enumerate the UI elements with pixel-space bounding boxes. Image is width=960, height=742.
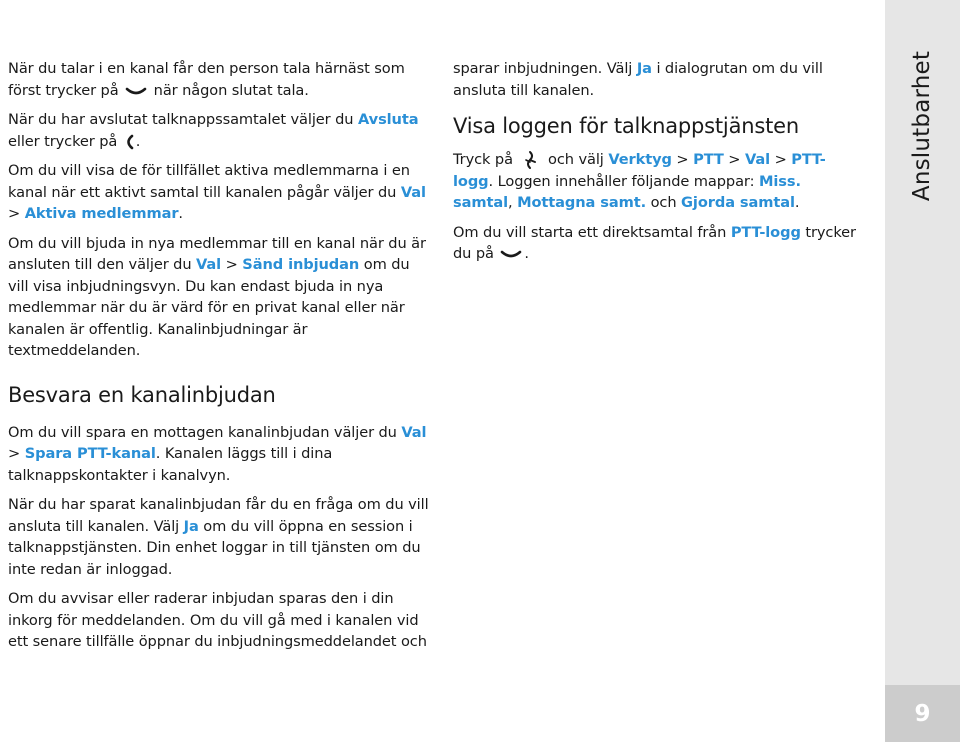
- keyword-ja: Ja: [183, 517, 199, 535]
- keyword-verktyg: Verktyg: [608, 151, 672, 168]
- left-paragraph-3: Om du vill visa de för tillfället aktiva medlemmarna i en kanal när ett aktivt samtal till kanalen pågår väljer du Val > Aktiva medlemmar.: [8, 162, 426, 222]
- left-paragraph-2: När du har avslutat talknappssamtalet väljer du Avsluta eller trycker på .: [8, 111, 419, 150]
- keyword-sand-inbjudan: Sänd inbjudan: [242, 256, 360, 273]
- chapter-title: Anslutbarhet: [909, 50, 935, 202]
- left-paragraph-6: När du har sparat kanalinbjudan får du en fråga om du vill ansluta till kanalen. Välj Ja om du vill öppna en session i talknappstjänsten. Din enhet loggar in till tjänsten om du inte redan är inloggad.: [8, 496, 429, 578]
- heading-besvara-kanalinbjudan: Besvara en kanalinbjudan: [8, 382, 276, 407]
- left-paragraph-5: Om du vill spara en mottagen kanalinbjudan väljer du Val > Spara PTT-kanal. Kanalen läggs till i dina talknappskontakter i kanalvyn.: [8, 423, 427, 484]
- keyword-aktiva-medlemmar: Aktiva medlemmar: [24, 205, 179, 222]
- keyword-val: Val: [400, 183, 426, 201]
- keyword-spara-ptt-kanal: Spara PTT-kanal: [24, 445, 156, 462]
- heading-visa-loggen: Visa loggen för talknappstjänsten: [453, 114, 799, 138]
- page-number: 9: [885, 685, 960, 742]
- keyword-gjorda-samtal: Gjorda samtal: [681, 194, 795, 211]
- end-key-icon: [122, 133, 136, 151]
- keyword-val: Val: [196, 256, 222, 273]
- menu-key-icon: [517, 150, 543, 170]
- keyword-ptt: PTT: [693, 151, 724, 168]
- keyword-avsluta: Avsluta: [357, 111, 419, 128]
- right-paragraph-2: Tryck på och välj Verktyg > PTT > Val > PTT-logg. Loggen innehåller följande mappar: Miss. samtal, Mottagna samt. och Gjorda samtal.: [453, 151, 826, 211]
- left-paragraph-1: När du talar i en kanal får den person tala härnäst som först trycker på när någon slutat tala.: [8, 60, 405, 99]
- right-column: [453, 58, 863, 273]
- keyword-miss-samtal: Miss. samtal: [453, 172, 801, 211]
- keyword-ptt-logg: PTT-logg: [453, 151, 826, 190]
- call-key-icon: [498, 247, 524, 261]
- right-paragraph-1: sparar inbjudningen. Välj Ja i dialogrutan om du vill ansluta till kanalen.: [453, 60, 823, 99]
- left-paragraph-4: Om du vill bjuda in nya medlemmar till en kanal när du är ansluten till den väljer du Val > Sänd inbjudan om du vill visa inbjudningsvyn. Du kan endast bjuda in nya medlemmar när du är värd för en privat kanal eller när kanalen är offentlig. Kanalinbjudningar är textmeddelanden.: [8, 234, 426, 359]
- keyword-val: Val: [744, 151, 771, 168]
- keyword-ja: Ja: [636, 60, 652, 77]
- call-key-icon: [123, 84, 149, 98]
- keyword-mottagna-samt: Mottagna samt.: [517, 194, 647, 211]
- left-column: [8, 58, 433, 661]
- left-paragraph-7: Om du avvisar eller raderar inbjudan sparas den i din inkorg för meddelanden. Om du vill gå med i kanalen vid ett senare tillfälle öppnar du inbjudningsmeddelandet och: [8, 590, 427, 650]
- right-paragraph-3: Om du vill starta ett direktsamtal från PTT-logg trycker du på .: [453, 223, 856, 262]
- keyword-ptt-logg: PTT-logg: [730, 223, 801, 241]
- keyword-val: Val: [401, 423, 427, 441]
